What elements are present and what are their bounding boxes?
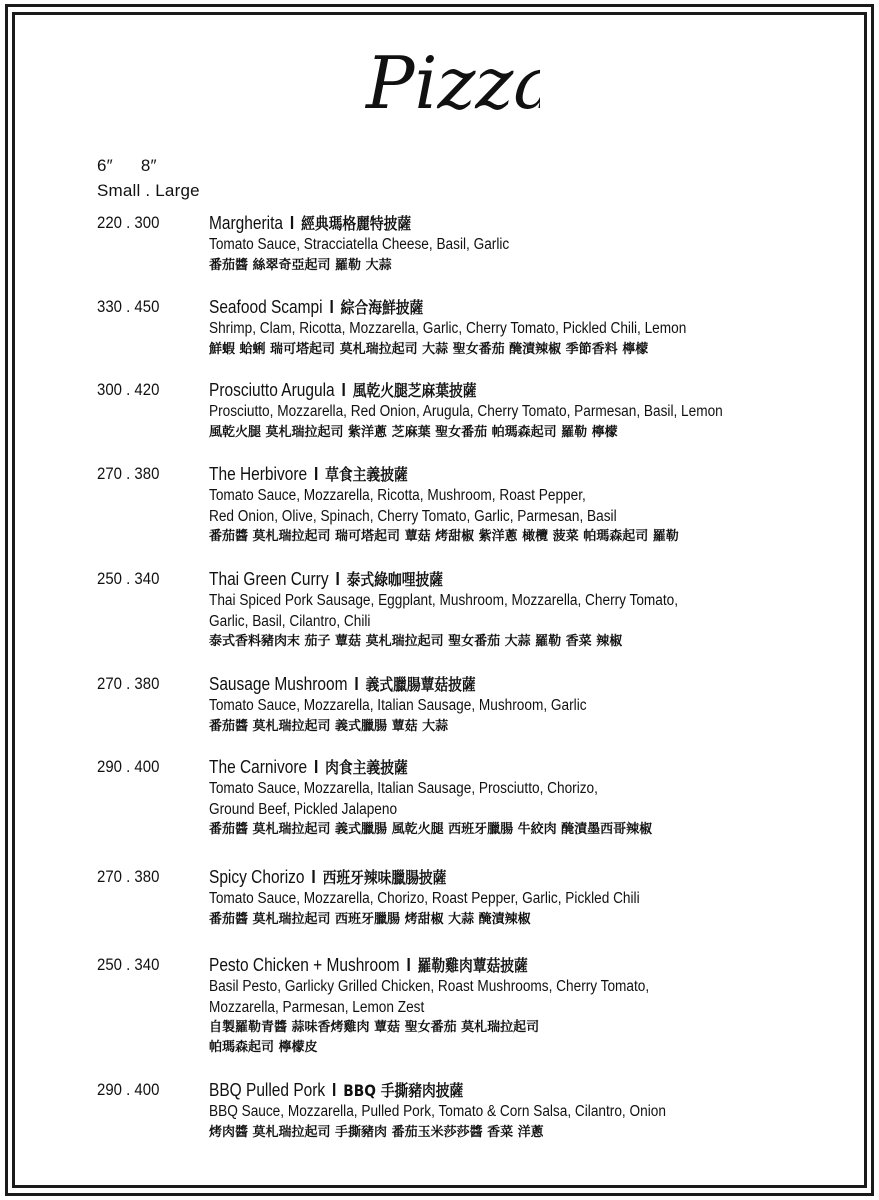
menu-item-body: [209, 866, 809, 930]
menu-item-ingredients-en: Tomato Sauce, Mozzarella, Ricotta, Mushroom, Roast Pepper,: [209, 487, 586, 504]
name-separator: I: [341, 380, 346, 400]
menu-item-price: 270 . 380: [97, 674, 160, 693]
menu-item-ingredients-en: Garlic, Basil, Cilantro, Chili: [209, 612, 371, 630]
menu-item-name: [209, 673, 725, 696]
menu-item-body: [209, 296, 809, 360]
menu-item-ingredients-zh: 番茄醬 莫札瑞拉起司 瑞可塔起司 蕈菇 烤甜椒 紫洋蔥 橄欖 菠菜 帕瑪森起司 羅勒: [209, 529, 679, 544]
menu-item-price: 290 . 400: [97, 757, 160, 776]
menu-item-ingredients-zh: 自製羅勒青醬 蒜味香烤雞肉 蕈菇 聖女番茄 莫札瑞拉起司: [209, 1020, 540, 1035]
menu-item-name-zh: 羅勒雞肉蕈菇披薩: [417, 956, 528, 975]
menu-item-ingredients-en: Prosciutto, Mozzarella, Red Onion, Arugula, Cherry Tomato, Parmesan, Basil, Lemon: [209, 403, 723, 420]
menu-item-ingredients-en: Basil Pesto, Garlicky Grilled Chicken, Roast Mushrooms, Cherry Tomato,: [209, 978, 650, 995]
title-text: Pizza: [366, 41, 540, 125]
menu-item-name-en: The Carnivore: [209, 757, 308, 777]
menu-item-name: [209, 954, 725, 977]
name-separator: I: [289, 213, 295, 233]
menu-item-price: 300 . 420: [97, 380, 160, 399]
menu-item-name-zh: 肉食主義披薩: [325, 758, 408, 777]
menu-item-name-en: Spicy Chorizo: [209, 867, 305, 887]
menu-item-price: 330 . 450: [97, 297, 160, 316]
menu-item-ingredients-en: Ground Beef, Pickled Jalapeno: [209, 800, 398, 818]
menu-item-name-zh: 泰式綠咖哩披薩: [346, 570, 443, 589]
menu-item-name-en: Thai Green Curry: [209, 569, 329, 589]
title-script: [360, 30, 540, 130]
menu-item-name: [209, 379, 725, 402]
name-separator: I: [313, 757, 319, 777]
menu-item-price: 250 . 340: [97, 569, 160, 588]
size-labels: Small . Large: [97, 181, 200, 200]
menu-item-ingredients-zh: 鮮蝦 蛤蜊 瑞可塔起司 莫札瑞拉起司 大蒜 聖女番茄 醃漬辣椒 季節香料 檸檬: [209, 341, 649, 357]
name-separator: I: [311, 867, 316, 887]
menu-item-ingredients-zh: 風乾火腿 莫札瑞拉起司 紫洋蔥 芝麻葉 聖女番茄 帕瑪森起司 羅勒 檸檬: [209, 424, 618, 440]
menu-item-name: [209, 212, 725, 235]
size-inches: [97, 153, 200, 178]
size-header: [97, 153, 200, 203]
size-large-inches: 8″: [140, 156, 157, 175]
menu-item-ingredients-zh: 泰式香料豬肉末 茄子 蕈菇 莫札瑞拉起司 聖女番茄 大蒜 羅勒 香菜 辣椒: [209, 634, 623, 649]
menu-item-ingredients-zh: 番茄醬 莫札瑞拉起司 義式臘腸 風乾火腿 西班牙臘腸 牛絞肉 醃漬墨西哥辣椒: [209, 822, 653, 837]
menu-item-name-zh: 經典瑪格麗特披薩: [301, 214, 412, 233]
menu-item-ingredients-en: BBQ Sauce, Mozzarella, Pulled Pork, Tomato & Corn Salsa, Cilantro, Onion: [209, 1103, 666, 1120]
menu-item-body: [209, 673, 809, 737]
menu-item-price: 220 . 300: [97, 213, 160, 232]
menu-item-name-en: Pesto Chicken + Mushroom: [209, 955, 400, 975]
menu-item-body: [209, 1079, 809, 1143]
menu-item-ingredients-zh: 番茄醬 莫札瑞拉起司 西班牙臘腸 烤甜椒 大蒜 醃漬辣椒: [209, 911, 531, 927]
menu-item-name-zh: 西班牙辣味臘腸披薩: [322, 868, 447, 887]
menu-item-ingredients-en: Tomato Sauce, Mozzarella, Italian Sausage, Prosciutto, Chorizo,: [209, 780, 598, 797]
menu-item-ingredients-zh: 番茄醬 絲翠奇亞起司 羅勒 大蒜: [209, 257, 392, 273]
menu-item-name-zh: 義式臘腸蕈菇披薩: [365, 675, 476, 694]
menu-item-price: 250 . 340: [97, 955, 160, 974]
menu-item-body: [209, 379, 809, 443]
menu-item-ingredients-zh: 帕瑪森起司 檸檬皮: [209, 1040, 318, 1055]
menu-item-name: [209, 568, 725, 591]
menu-item-body: [209, 463, 809, 547]
menu-item-name-zh: 風乾火腿芝麻葉披薩: [352, 381, 477, 400]
menu-item-ingredients-en: Tomato Sauce, Mozzarella, Italian Sausage, Mushroom, Garlic: [209, 697, 587, 714]
menu-item-body: [209, 212, 809, 276]
menu-item-name-zh: 草食主義披薩: [325, 465, 408, 484]
menu-item-name-en: Seafood Scampi: [209, 297, 323, 317]
menu-item-name: [209, 1079, 725, 1102]
name-separator: I: [313, 464, 319, 484]
menu-item-body: [209, 568, 809, 652]
menu-item-name: [209, 756, 725, 779]
menu-item-name-en: Margherita: [209, 213, 284, 233]
menu-item-price: 270 . 380: [97, 464, 160, 483]
name-separator: I: [332, 1080, 337, 1100]
name-separator: I: [406, 955, 411, 975]
menu-item-ingredients-en: Red Onion, Olive, Spinach, Cherry Tomato, Garlic, Parmesan, Basil: [209, 507, 617, 525]
menu-item-ingredients-en: Shrimp, Clam, Ricotta, Mozzarella, Garlic, Cherry Tomato, Pickled Chili, Lemon: [209, 320, 687, 337]
menu-item-price: 290 . 400: [97, 1080, 160, 1099]
menu-item-name-zh: BBQ 手撕豬肉披薩: [343, 1081, 464, 1100]
menu-item-name-en: Prosciutto Arugula: [209, 380, 335, 400]
menu-item-price: 270 . 380: [97, 867, 160, 886]
name-separator: I: [335, 569, 340, 589]
size-small-inches: 6″: [97, 156, 113, 175]
menu-item-body: [209, 756, 809, 840]
menu-item-name-en: BBQ Pulled Pork: [209, 1080, 326, 1100]
menu-item-ingredients-zh: 烤肉醬 莫札瑞拉起司 手撕豬肉 番茄玉米莎莎醬 香菜 洋蔥: [209, 1124, 544, 1140]
menu-item-name-zh: 綜合海鮮披薩: [340, 298, 424, 317]
page-title: [360, 30, 540, 130]
menu-item-name-en: The Herbivore: [209, 464, 308, 484]
name-separator: I: [329, 297, 334, 317]
menu-item-name-en: Sausage Mushroom: [209, 674, 348, 694]
menu-item-name: [209, 463, 725, 486]
name-separator: I: [354, 674, 359, 694]
menu-item-body: [209, 954, 809, 1058]
menu-item-ingredients-zh: 番茄醬 莫札瑞拉起司 義式臘腸 蕈菇 大蒜: [209, 718, 449, 734]
menu-item-name: [209, 296, 725, 319]
menu-item-ingredients-en: Tomato Sauce, Mozzarella, Chorizo, Roast Pepper, Garlic, Pickled Chili: [209, 890, 640, 907]
menu-item-ingredients-en: Thai Spiced Pork Sausage, Eggplant, Mushroom, Mozzarella, Cherry Tomato,: [209, 592, 679, 609]
menu-item-name: [209, 866, 725, 889]
menu-item-ingredients-en: Mozzarella, Parmesan, Lemon Zest: [209, 998, 425, 1016]
menu-item-ingredients-en: Tomato Sauce, Stracciatella Cheese, Basil, Garlic: [209, 236, 510, 253]
